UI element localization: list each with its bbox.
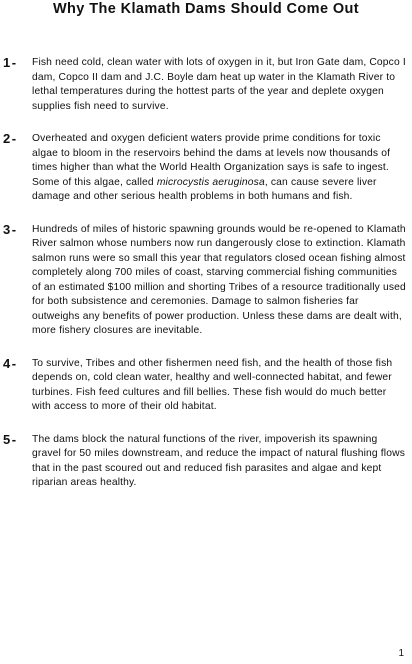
list-item-1: [0, 56, 412, 114]
list-item-text: [32, 223, 407, 339]
numbered-list: [0, 56, 412, 509]
list-item-text: [32, 132, 407, 205]
list-item-number: 4-: [3, 355, 18, 371]
text-segment: To survive, Tribes and other fishermen need fish, and the health of those fish depends on, cold clean water, healthy and well-connected habitat, and fewer turbines. Fish feed cultures and fill bellies. These fish would do much better with access to more of their old habitat.: [32, 357, 393, 412]
text-segment: Fish need cold, clean water with lots of oxygen in it, but Iron Gate dam, Copco I dam, Copco II dam and J.C. Boyle dam heat up water in the Klamath River to lethal temperatures during the hottest parts of the year and deplete oxygen supplies fish need to survive.: [32, 57, 406, 112]
list-item-3: [0, 223, 412, 339]
page-title: Why The Klamath Dams Should Come Out: [52, 1, 360, 17]
page-number: 1: [398, 648, 404, 659]
list-item-number: 2-: [3, 131, 18, 146]
text-segment: Overheated and oxygen deficient waters provide prime conditions for toxic algae to bloom in the reservoirs behind the dams at levels now thousands of times higher than what the World Health Organization says is safe to ingest. Some of this algae, called: [32, 133, 391, 188]
list-item-5: [0, 433, 412, 491]
species-name: microcystis aeruginosa: [156, 176, 265, 188]
list-item-4: [0, 357, 412, 415]
list-item-number: 1-: [3, 55, 18, 70]
list-item-text: [32, 56, 407, 114]
text-segment: Hundreds of miles of historic spawning grounds would be re-opened to Klamath River salmon whose numbers now run dangerously close to extinction. Klamath salmon runs were so small this year that regulators closed ocean fishing almost completely along 700 miles of coast, starving commercial fishing communities of an estimated $100 million and shorting Tribes of a resource traditionally used for both subsistence and ceremonies. Damage to salmon fisheries far outweighs any benefits of power production. Unless these dams are dealt with, more fishery closures are inevitable.: [32, 223, 406, 336]
list-item-text: [32, 433, 407, 491]
list-item-number: 3-: [3, 221, 18, 237]
text-segment: , can cause severe liver damage and other serious health problems in both humans and fish.: [32, 176, 377, 202]
list-item-number: 5-: [3, 431, 18, 447]
text-segment: The dams block the natural functions of the river, impoverish its spawning gravel for 50 miles downstream, and reduce the impact of natural flushing flows that in the past scoured out and reduced fish parasites and algae and kept riparian areas healthy.: [32, 433, 405, 488]
list-item-2: [0, 132, 412, 205]
list-item-text: [32, 357, 407, 415]
